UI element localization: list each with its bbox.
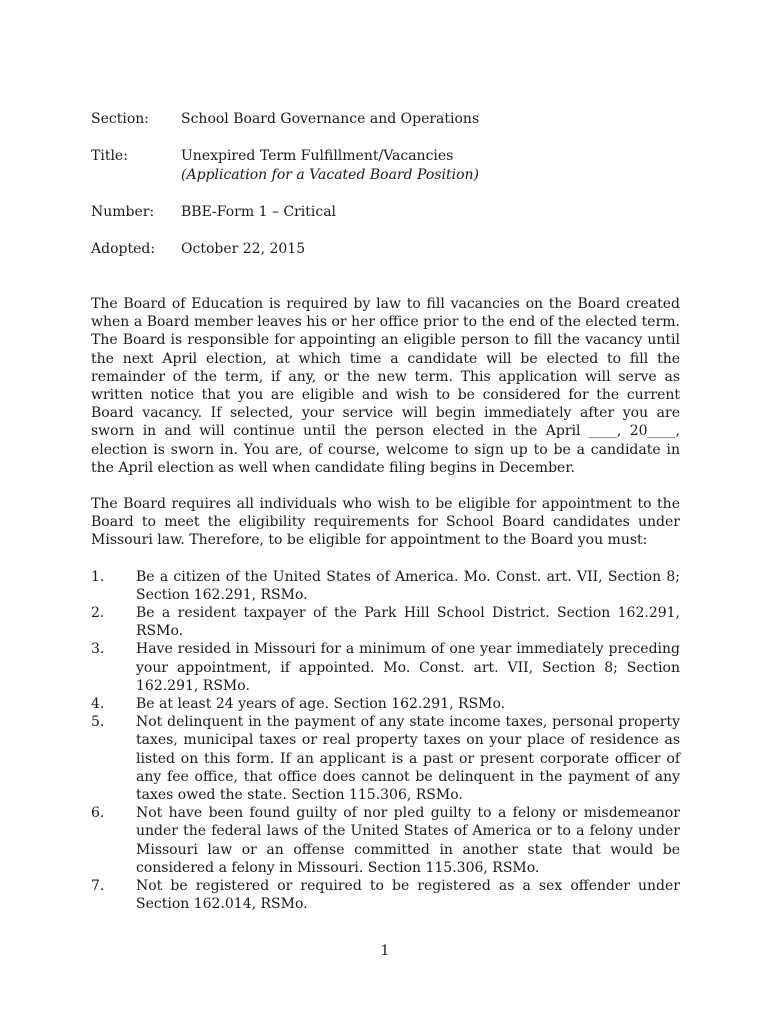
- requirements-list: [91, 568, 680, 914]
- section-value: School Board Governance and Operations: [181, 111, 480, 127]
- adopted-value: October 22, 2015: [181, 241, 306, 257]
- document-page: [91, 110, 680, 914]
- list-item-text: Be at least 24 years of age. Section 162.291, RSMo.: [136, 696, 506, 713]
- list-item-text: Have resided in Missouri for a minimum of one year immediately preceding your appointment, if appointed. Mo. Const. art. VII, Section 8; Section 162.291, RSMo.: [136, 641, 680, 694]
- list-item-text: Be a resident taxpayer of the Park Hill School District. Section 162.291, RSMo.: [136, 605, 680, 640]
- list-item-text: Not delinquent in the payment of any state income taxes, personal property taxes, municipal taxes or real property taxes on your place of residence as listed on this form. If an applicant is a past or present corporate officer of any fee office, that office does cannot be delinquent in the payment of any taxes owed the state. Section 115.306, RSMo.: [136, 714, 680, 804]
- adopted-row: [91, 240, 680, 259]
- list-item-number: 7.: [91, 878, 105, 895]
- number-label: Number:: [91, 204, 155, 220]
- page-number: 1: [380, 943, 390, 959]
- list-item: [91, 568, 680, 604]
- list-item-number: 4.: [91, 696, 105, 713]
- section-label: Section:: [91, 111, 149, 127]
- title-row: [91, 147, 680, 185]
- adopted-label: Adopted:: [91, 241, 156, 257]
- title-label: Title:: [91, 148, 128, 164]
- list-item-number: 3.: [91, 641, 105, 658]
- list-item: [91, 877, 680, 913]
- eligibility-paragraph: The Board requires all individuals who wish to be eligible for appointment to the Board to meet the eligibility requirements for School Board candidates under Missouri law. Therefore, to be eligible for appointment to the Board you must:: [91, 496, 680, 549]
- list-item-text: Be a citizen of the United States of America. Mo. Const. art. VII, Section 8; Section 162.291, RSMo.: [136, 568, 680, 603]
- list-item: [91, 713, 680, 804]
- list-item: [91, 640, 680, 695]
- number-value: BBE-Form 1 – Critical: [181, 204, 337, 220]
- list-item-text: Not have been found guilty of nor pled guilty to a felony or misdemeanor under the federal laws of the United States of America or to a felony under Missouri law or an offense committed in another state that would be considered a felony in Missouri. Section 115.306, RSMo.: [136, 805, 680, 876]
- title-subtitle: (Application for a Vacated Board Position): [181, 167, 479, 183]
- list-item: [91, 695, 680, 713]
- number-row: [91, 203, 680, 222]
- list-item-text: Not be registered or required to be registered as a sex offender under Section 162.014, RSMo.: [136, 878, 680, 913]
- section-row: [91, 110, 680, 129]
- title-value-block: [181, 147, 680, 185]
- title-value: Unexpired Term Fulfillment/Vacancies: [181, 148, 454, 164]
- list-item-number: 2.: [91, 605, 105, 622]
- list-item: [91, 804, 680, 877]
- intro-paragraph: The Board of Education is required by law to fill vacancies on the Board created when a Board member leaves his or her office prior to the end of the elected term. The Board is responsible for appointing an eligible person to fill the vacancy until the next April election, at which time a candidate will be elected to fill the remainder of the term, if any, or the new term. This application will serve as written notice that you are eligible and wish to be considered for the current Board vacancy. If selected, your service will begin immediately after you are sworn in and will continue until the person elected in the April ____, 20____, election is sworn in. You are, of course, welcome to sign up to be a candidate in the April election as well when candidate filing begins in December.: [91, 296, 680, 476]
- list-item-number: 1.: [91, 568, 105, 585]
- list-item-number: 5.: [91, 714, 105, 731]
- list-item: [91, 604, 680, 640]
- list-item-number: 6.: [91, 805, 105, 822]
